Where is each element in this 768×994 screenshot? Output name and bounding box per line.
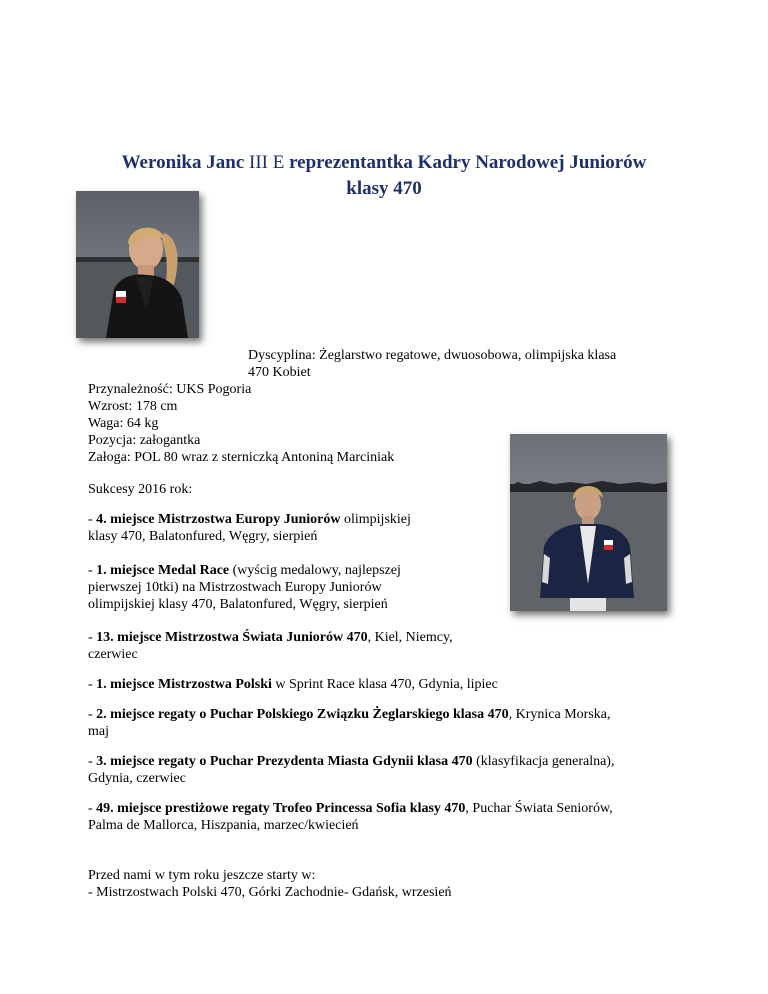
upcoming-item: - Mistrzostwach Polski 470, Górki Zachodnie- Gdańsk, wrzesień [88,885,452,900]
title-line-1 [60,150,708,176]
portrait-photo-ponytail-icon [76,191,199,338]
result-title: 13. miejsce Mistrzostwa Świata Juniorów 470 [96,630,368,645]
result-title: 4. miejsce Mistrzostwa Europy Juniorów [96,512,341,527]
portrait-photo-1 [76,191,199,338]
title-name: Weronika Janc [121,152,245,173]
portrait-photo-jacket-icon [510,434,667,611]
result-title: 1. miejsce Mistrzostwa Polski [96,677,272,692]
result-item: - 2. miejsce regaty o Puchar Polskiego Związku Żeglarskiego klasa 470, Krynica Morska, maj [88,707,611,739]
profile-height: Wzrost: 178 cm [88,399,178,414]
title-line-2: klasy 470 [346,178,422,199]
profile-weight: Waga: 64 kg [88,416,159,431]
result-item: - 13. miejsce Mistrzostwa Świata Juniorów 470, Kiel, Niemcy, czerwiec [88,630,453,662]
result-item: - 1. miejsce Mistrzostwa Polski w Sprint Race klasa 470, Gdynia, lipiec [88,677,498,692]
profile-crew: Załoga: POL 80 wraz z sterniczką Antoniną Marciniak [88,450,395,465]
result-item: - 3. miejsce regaty o Puchar Prezydenta Miasta Gdynii klasa 470 (klasyfikacja generalna), Gdynia, czerwiec [88,754,615,786]
upcoming-heading: Przed nami w tym roku jeszcze starty w: [88,868,316,883]
successes-heading: Sukcesy 2016 rok: [88,482,193,497]
profile-position: Pozycja: załogantka [88,433,201,448]
result-title: 3. miejsce regaty o Puchar Prezydenta Miasta Gdynii klasa 470 [96,754,473,769]
profile-discipline-line2: 470 Kobiet [248,365,311,380]
title-rest: reprezentantka Kadry Narodowej Juniorów [289,152,647,173]
result-item: - 49. miejsce prestiżowe regaty Trofeo Princessa Sofia klasy 470, Puchar Świata Seniorów, Palma de Mallorca, Hiszpania, marzec/kwiecień [88,801,613,833]
portrait-photo-2 [510,434,667,611]
result-title: 1. miejsce Medal Race [96,563,230,578]
profile-club: Przynależność: UKS Pogoria [88,382,252,397]
result-title: 2. miejsce regaty o Puchar Polskiego Związku Żeglarskiego klasa 470 [96,707,509,722]
result-item: - 4. miejsce Mistrzostwa Europy Juniorów olimpijskiej klasy 470, Balatonfured, Węgry, sierpień [88,512,411,544]
result-item: - 1. miejsce Medal Race (wyścig medalowy, najlepszej pierwszej 10tki) na Mistrzostwach Europy Juniorów olimpijskiej klasy 470, Balatonfured, Węgry, sierpień [88,563,401,612]
profile-discipline-line1: Dyscyplina: Żeglarstwo regatowe, dwuosobowa, olimpijska klasa [248,348,617,363]
title-class: III E [249,152,285,173]
result-title: 49. miejsce prestiżowe regaty Trofeo Princessa Sofia klasy 470 [96,801,466,816]
